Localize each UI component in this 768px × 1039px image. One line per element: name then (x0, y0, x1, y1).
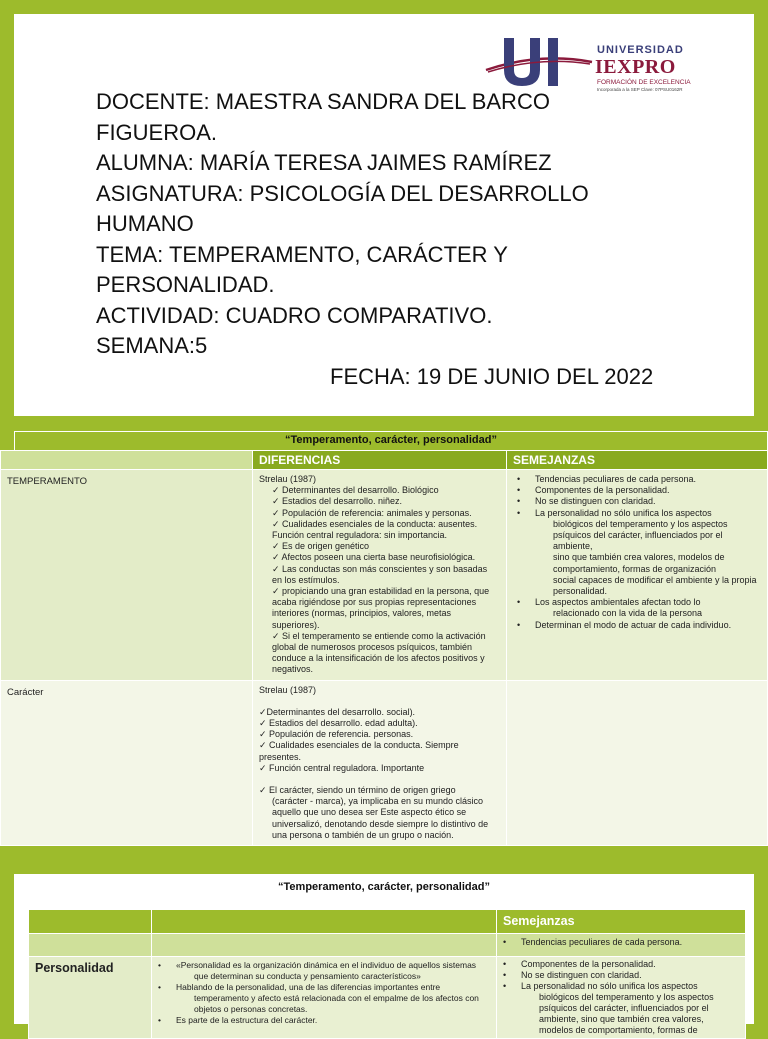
personalidad-slide (14, 874, 754, 1035)
temperamento-semejanzas (506, 470, 767, 681)
list-item: • No se distinguen con claridad. (503, 970, 739, 981)
list-item: • «Personalidad es la organización dinámica en el individuo de aquellos sistemas (158, 960, 490, 971)
table-title: “Temperamento, carácter, personalidad” (15, 432, 768, 451)
comparison-table (0, 431, 768, 846)
logo-university-text: UNIVERSIDAD (597, 44, 684, 56)
list-item: ✓ El carácter, siendo un término de origen griego (258, 785, 456, 796)
list-item: ✓ Determinantes del desarrollo. Biológico (271, 485, 439, 496)
list-item: ✓ Estadios del desarrollo. niñez. (271, 496, 403, 507)
list-item: comportamiento, formas de organización (552, 563, 717, 574)
list-item: universalizó, denotando desde siempre lo distintivo de (271, 818, 489, 829)
comparison-slide (0, 431, 768, 866)
header-semejanzas: SEMEJANZAS (506, 451, 767, 470)
list-item: biológicos del temperamento y los aspectos (552, 518, 728, 529)
list-item: ✓ Cualidades esenciales de la conducta: ausentes. (271, 518, 478, 529)
list-item: psíquicos del carácter, influenciados por el (539, 1003, 709, 1013)
list-item: • Hablando de la personalidad, una de las diferencias importantes entre (158, 982, 490, 993)
list-item: social capaces de modificar el ambiente y la propia (552, 574, 757, 585)
logo-mark-icon (484, 28, 594, 94)
list-item: psíquicos del carácter, influenciados por el ambiente, (552, 530, 723, 552)
cover-info (96, 87, 716, 362)
row-label-temperamento: TEMPERAMENTO (1, 470, 253, 681)
header-blank-cell (29, 910, 152, 934)
list-item: • Componentes de la personalidad. (517, 485, 761, 496)
source-text: Strelau (1987) (258, 684, 316, 695)
table-row (1, 680, 768, 845)
table-title: “Temperamento, carácter, personalidad” (278, 881, 490, 893)
cover-line: ASIGNATURA: PSICOLOGÍA DEL DESARROLLO (96, 180, 589, 206)
list-item: sino que también crea valores, modelos de (552, 552, 725, 563)
list-item: en los estímulos. (271, 574, 340, 585)
list-item: Función central reguladora: sin importancia. (271, 530, 448, 541)
list-item: ✓ propiciando una gran estabilidad en la persona, que (271, 586, 490, 597)
row-label-caracter: Carácter (1, 680, 253, 845)
list-item: temperamento y afecto está relacionada con el empalme de los afectos con (194, 993, 479, 1003)
cover-line: TEMA: TEMPERAMENTO, CARÁCTER Y (96, 241, 508, 267)
list-item: objetos o personas concretas. (194, 1004, 308, 1014)
cover-line: PERSONALIDAD. (96, 272, 275, 297)
list-item: ✓ Estadios del desarrollo. edad adulta). (258, 718, 418, 729)
list-item: que determinan su conducta y pensamiento característicos» (194, 971, 421, 981)
university-logo (484, 28, 734, 94)
list-item: • Los aspectos ambientales afectan todo lo (517, 597, 761, 608)
list-item: acaba rigiéndose por sus propias representaciones (271, 597, 477, 608)
list-item: ✓ Populación de referencia: animales y personas. (271, 507, 472, 518)
list-item: aquello que uno desea ser Este aspecto ético se (271, 807, 467, 818)
list-item: negativos. (271, 664, 313, 675)
list-item: ✓ Es de origen genético (271, 541, 370, 552)
list-item: • Componentes de la personalidad. (503, 959, 739, 970)
list-item: ✓ Populación de referencia. personas. (258, 729, 414, 740)
cover-line: DOCENTE: MAESTRA SANDRA DEL BARCO (96, 89, 550, 114)
list-item: • La personalidad no sólo unifica los aspectos (517, 508, 761, 519)
blank-cell (29, 934, 152, 957)
list-item: ambiente, sino que también crea valores, (539, 1014, 704, 1024)
table-row (29, 957, 746, 1039)
list-item: conduce a la intensificación de los afectos positivos y (271, 653, 485, 664)
cover-line: ACTIVIDAD: CUADRO COMPARATIVO. (96, 302, 493, 328)
list-item: • Tendencias peculiares de cada persona. (503, 937, 739, 948)
table-row (1, 470, 768, 681)
source-text: Strelau (1987) (258, 474, 316, 484)
list-item: ✓ Cualidades esenciales de la conducta. Siempre (258, 740, 459, 751)
list-item: • Tendencias peculiares de cada persona. (517, 474, 761, 485)
list-item: presentes. (258, 751, 301, 762)
cover-date: FECHA: 19 DE JUNIO DEL 2022 (330, 364, 654, 389)
list-item: • No se distinguen con claridad. (517, 496, 761, 507)
cover-line: ALUMNA: MARÍA TERESA JAIMES RAMÍREZ (96, 150, 552, 175)
list-item: relacionado con la vida de la persona (552, 608, 703, 619)
list-item: ✓ Las conductas son más conscientes y son basadas (271, 563, 488, 574)
blank-cell (152, 934, 497, 957)
list-item: • Es parte de la estructura del carácter. (158, 1015, 490, 1026)
personalidad-table (28, 909, 746, 1039)
header-blank-cell (152, 910, 497, 934)
list-item: biológicos del temperamento y los aspectos (539, 992, 714, 1002)
personalidad-semejanzas (497, 957, 746, 1039)
top-semejanzas (497, 934, 746, 957)
cover-line: HUMANO (96, 211, 194, 236)
list-item: ✓ Si el temperamento se entiende como la activación (271, 630, 486, 641)
list-item: una persona o también de un grupo o nación. (271, 829, 454, 840)
header-blank-cell (1, 451, 253, 470)
list-item: ✓ Función central reguladora. Importante (258, 762, 425, 773)
logo-subline: Incorporada a la SEP Clave: 07PSU0162R (597, 87, 683, 92)
caracter-semejanzas (506, 680, 767, 845)
list-item: interiores (normas, principios, valores, metas (271, 608, 452, 619)
list-item: modelos de comportamiento, formas de (539, 1025, 698, 1035)
list-item: global de numerosos procesos psíquicos, también (271, 642, 473, 653)
list-item: • La personalidad no sólo unifica los aspectos (503, 981, 739, 992)
logo-brand-text: IEXPRO (595, 56, 676, 78)
cover-line: FIGUEROA. (96, 119, 218, 145)
list-item: ✓Determinantes del desarrollo. social). (258, 706, 416, 717)
personalidad-diferencias (152, 957, 497, 1039)
list-item: personalidad. (552, 586, 607, 597)
list-item: ✓ Afectos poseen una cierta base neurofisiológica. (271, 552, 476, 563)
header-diferencias: DIFERENCIAS (252, 451, 506, 470)
caracter-diferencias (252, 680, 506, 845)
list-item: • Determinan el modo de actuar de cada individuo. (517, 620, 761, 631)
list-item: (carácter - marca), ya implicaba en su mundo clásico (271, 796, 484, 807)
cover-line: SEMANA:5 (96, 333, 208, 358)
temperamento-diferencias (252, 470, 506, 681)
logo-tagline: FORMACIÓN DE EXCELENCIA (597, 79, 691, 86)
header-semejanzas: Semejanzas (497, 910, 746, 934)
list-item: superiores). (271, 619, 320, 630)
row-label-personalidad: Personalidad (29, 957, 152, 1039)
cover-slide (14, 14, 754, 416)
